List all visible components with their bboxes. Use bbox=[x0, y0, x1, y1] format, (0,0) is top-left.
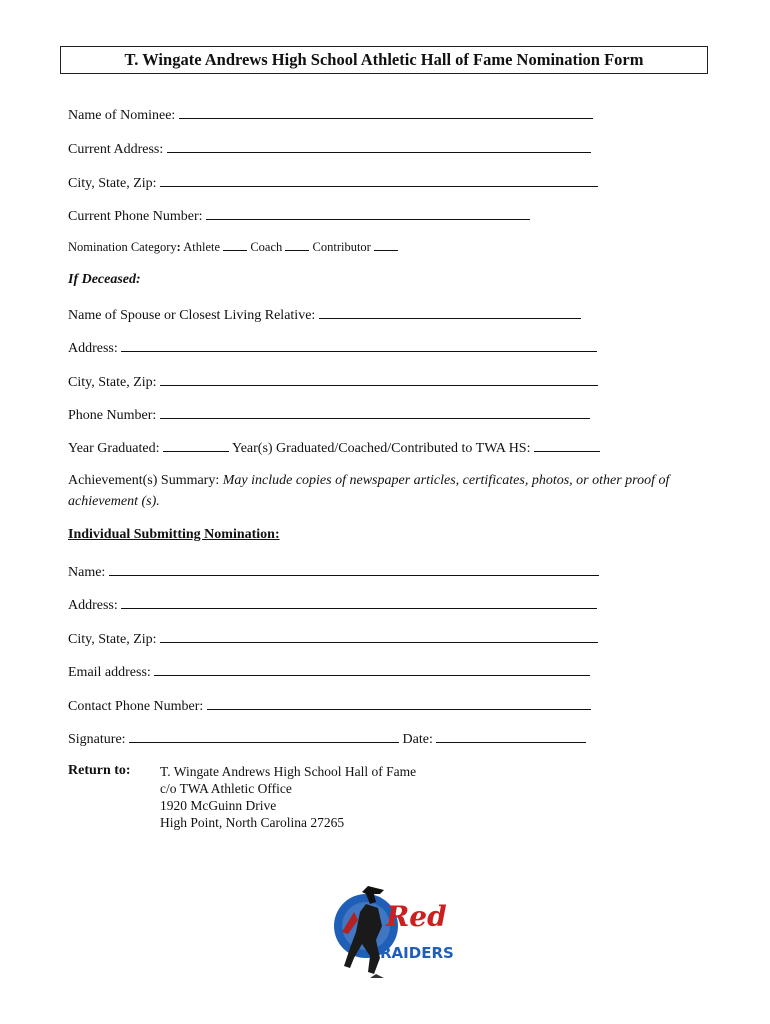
signature-row bbox=[68, 730, 586, 748]
submitter-address-row bbox=[68, 596, 597, 614]
nomination-category-row bbox=[68, 240, 398, 255]
category-athlete-blank[interactable] bbox=[223, 240, 247, 251]
nominee-city-label: City, State, Zip: bbox=[68, 176, 157, 191]
deceased-address-row bbox=[68, 339, 597, 357]
deceased-city-field[interactable] bbox=[160, 373, 598, 386]
category-athlete-label: Athlete bbox=[183, 240, 221, 254]
submitter-name-label: Name: bbox=[68, 565, 106, 580]
form-title: T. Wingate Andrews High School Athletic Hall of Fame Nomination Form bbox=[124, 50, 644, 69]
nominee-phone-label: Current Phone Number: bbox=[68, 209, 203, 224]
deceased-address-label: Address: bbox=[68, 341, 118, 356]
deceased-phone-field[interactable] bbox=[160, 406, 590, 419]
years-twa-label: Year(s) Graduated/Coached/Contributed to TWA HS: bbox=[231, 441, 531, 456]
nominee-name-field[interactable] bbox=[179, 106, 593, 119]
logo-word-red: Red bbox=[386, 900, 447, 933]
date-label: Date: bbox=[402, 732, 433, 747]
nominee-address-label: Current Address: bbox=[68, 142, 164, 157]
red-raiders-logo bbox=[330, 882, 454, 982]
submitter-email-field[interactable] bbox=[154, 663, 590, 676]
submitter-name-row bbox=[68, 563, 599, 581]
category-label: Nomination Category bbox=[68, 240, 177, 254]
achievement-summary bbox=[68, 470, 708, 512]
signature-label: Signature: bbox=[68, 732, 126, 747]
submitter-address-field[interactable] bbox=[121, 596, 597, 609]
deceased-city-label: City, State, Zip: bbox=[68, 375, 157, 390]
summary-label: Achievement(s) Summary: bbox=[68, 473, 220, 488]
category-contributor-label: Contributor bbox=[312, 240, 371, 254]
deceased-city-row bbox=[68, 373, 598, 391]
submitter-city-label: City, State, Zip: bbox=[68, 632, 157, 647]
submitter-city-row bbox=[68, 630, 598, 648]
return-line-2: c/o TWA Athletic Office bbox=[160, 781, 292, 796]
graduation-row bbox=[68, 439, 600, 457]
nominee-name-row bbox=[68, 106, 593, 124]
submitter-address-label: Address: bbox=[68, 598, 118, 613]
summary-note: May include copies of newspaper articles, certificates, photos, or other proof of achievement (s). bbox=[68, 473, 670, 509]
deceased-phone-row bbox=[68, 406, 590, 424]
form-title-box bbox=[60, 46, 708, 74]
deceased-address-field[interactable] bbox=[121, 339, 597, 352]
logo-word-raiders: RAIDERS bbox=[380, 944, 454, 962]
deceased-heading: If Deceased: bbox=[68, 272, 141, 287]
submitter-phone-label: Contact Phone Number: bbox=[68, 699, 204, 714]
relative-label: Name of Spouse or Closest Living Relative: bbox=[68, 308, 316, 323]
submitter-email-row bbox=[68, 663, 590, 681]
submitter-name-field[interactable] bbox=[109, 563, 599, 576]
return-line-3: 1920 McGuinn Drive bbox=[160, 798, 277, 813]
nominee-city-row bbox=[68, 174, 598, 192]
year-graduated-label: Year Graduated: bbox=[68, 441, 160, 456]
nominee-address-field[interactable] bbox=[167, 140, 591, 153]
nominee-phone-field[interactable] bbox=[206, 207, 530, 220]
year-graduated-field[interactable] bbox=[163, 439, 229, 452]
date-field[interactable] bbox=[436, 730, 586, 743]
submitter-heading: Individual Submitting Nomination: bbox=[68, 527, 280, 542]
submitter-phone-field[interactable] bbox=[207, 697, 591, 710]
category-colon: : bbox=[176, 240, 181, 254]
nominee-phone-row bbox=[68, 207, 530, 225]
submitter-email-label: Email address: bbox=[68, 665, 151, 680]
submitter-city-field[interactable] bbox=[160, 630, 598, 643]
nominee-address-row bbox=[68, 140, 591, 158]
signature-field[interactable] bbox=[129, 730, 399, 743]
relative-row bbox=[68, 306, 581, 324]
deceased-phone-label: Phone Number: bbox=[68, 408, 157, 423]
submitter-phone-row bbox=[68, 697, 591, 715]
category-coach-blank[interactable] bbox=[285, 240, 309, 251]
category-contributor-blank[interactable] bbox=[374, 240, 398, 251]
relative-field[interactable] bbox=[319, 306, 581, 319]
return-to-label: Return to: bbox=[68, 763, 131, 778]
return-line-4: High Point, North Carolina 27265 bbox=[160, 815, 345, 830]
return-line-1: T. Wingate Andrews High School Hall of Fame bbox=[160, 764, 417, 779]
nominee-name-label: Name of Nominee: bbox=[68, 108, 176, 123]
category-coach-label: Coach bbox=[250, 240, 283, 254]
return-address bbox=[160, 763, 416, 831]
nominee-city-field[interactable] bbox=[160, 174, 598, 187]
years-twa-field[interactable] bbox=[534, 439, 600, 452]
